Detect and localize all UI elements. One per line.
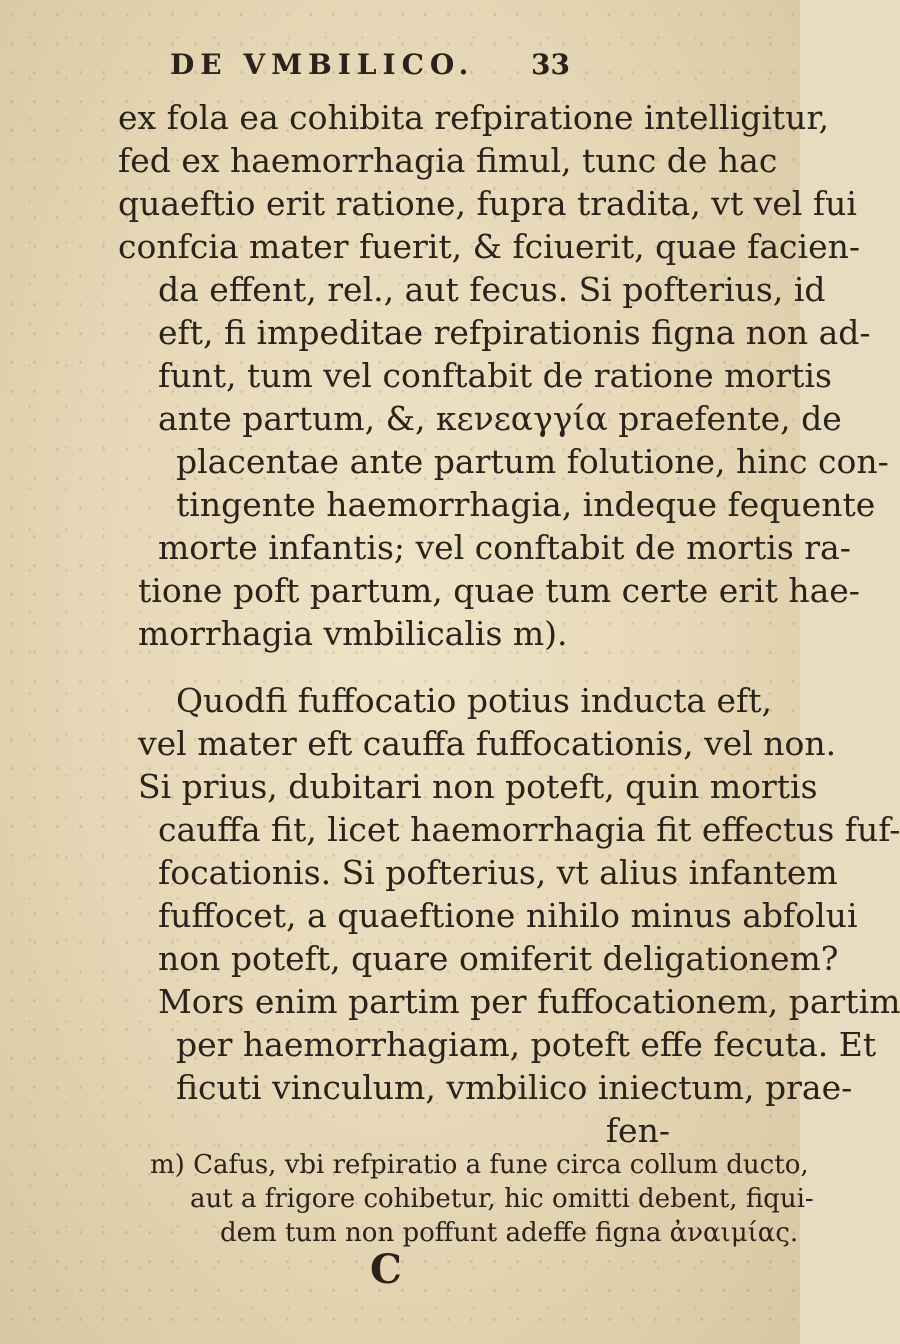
text-line: fuffocet, a quaeftione nihilo minus abfolui: [158, 896, 858, 935]
text-line: tingente haemorrhagia, indeque fequente: [176, 485, 876, 524]
page-header: [170, 44, 570, 84]
catchword: fen-: [605, 1111, 670, 1150]
text-line: tione poft partum, quae tum certe erit hae-: [138, 571, 860, 610]
paragraph-gap: [110, 655, 690, 679]
text-line: cauffa fit, licet haemorrhagia fit effectus fuf-: [158, 810, 900, 849]
text-line: funt, tum vel conftabit de ratione mortis: [158, 356, 832, 395]
running-head: DE VMBILICO.: [170, 47, 475, 81]
text-line: placentae ante partum folutione, hinc con-: [176, 442, 889, 481]
main-text: [110, 96, 900, 1152]
text-line: focationis. Si pofterius, vt alius infantem: [158, 853, 838, 892]
text-line: per haemorrhagiam, poteft effe fecuta. Et: [176, 1025, 877, 1064]
text-line: morrhagia vmbilicalis m).: [138, 614, 568, 653]
text-line: da effent, rel., aut fecus. Si pofterius, id: [158, 270, 826, 309]
footnote-line: dem tum non poffunt adeffe figna ἀναιμίας.: [220, 1218, 799, 1248]
signature-mark: C: [370, 1246, 402, 1293]
text-line: confcia mater fuerit, & fciuerit, quae facien-: [118, 227, 861, 266]
footnote-line: m) Cafus, vbi refpiratio a fune circa collum ducto,: [150, 1150, 809, 1180]
text-line: ficuti vinculum, vmbilico iniectum, prae-: [176, 1068, 853, 1107]
text-line: morte infantis; vel conftabit de mortis ra-: [158, 528, 851, 567]
footnotes: [150, 1148, 814, 1250]
text-line: quaeftio erit ratione, fupra tradita, vt vel fui: [118, 184, 857, 223]
text-line: fed ex haemorrhagia fimul, tunc de hac: [118, 141, 778, 180]
page-number: 33: [531, 47, 570, 81]
text-line: Si prius, dubitari non poteft, quin mortis: [138, 767, 818, 806]
text-line: vel mater eft cauffa fuffocationis, vel non.: [138, 724, 837, 763]
text-line: eft, fi impeditae refpirationis figna non ad-: [158, 313, 871, 352]
footnote-line: aut a frigore cohibetur, hic omitti debent, fiqui-: [190, 1184, 814, 1214]
text-line: Quodfi fuffocatio potius inducta eft,: [176, 681, 772, 720]
text-line: Mors enim partim per fuffocationem, partim: [158, 982, 900, 1021]
text-line: ante partum, &, κενεαγγία praefente, de: [158, 399, 842, 438]
text-line: non poteft, quare omiferit deligationem?: [158, 939, 839, 978]
text-line: ex fola ea cohibita refpiratione intelligitur,: [118, 98, 830, 137]
